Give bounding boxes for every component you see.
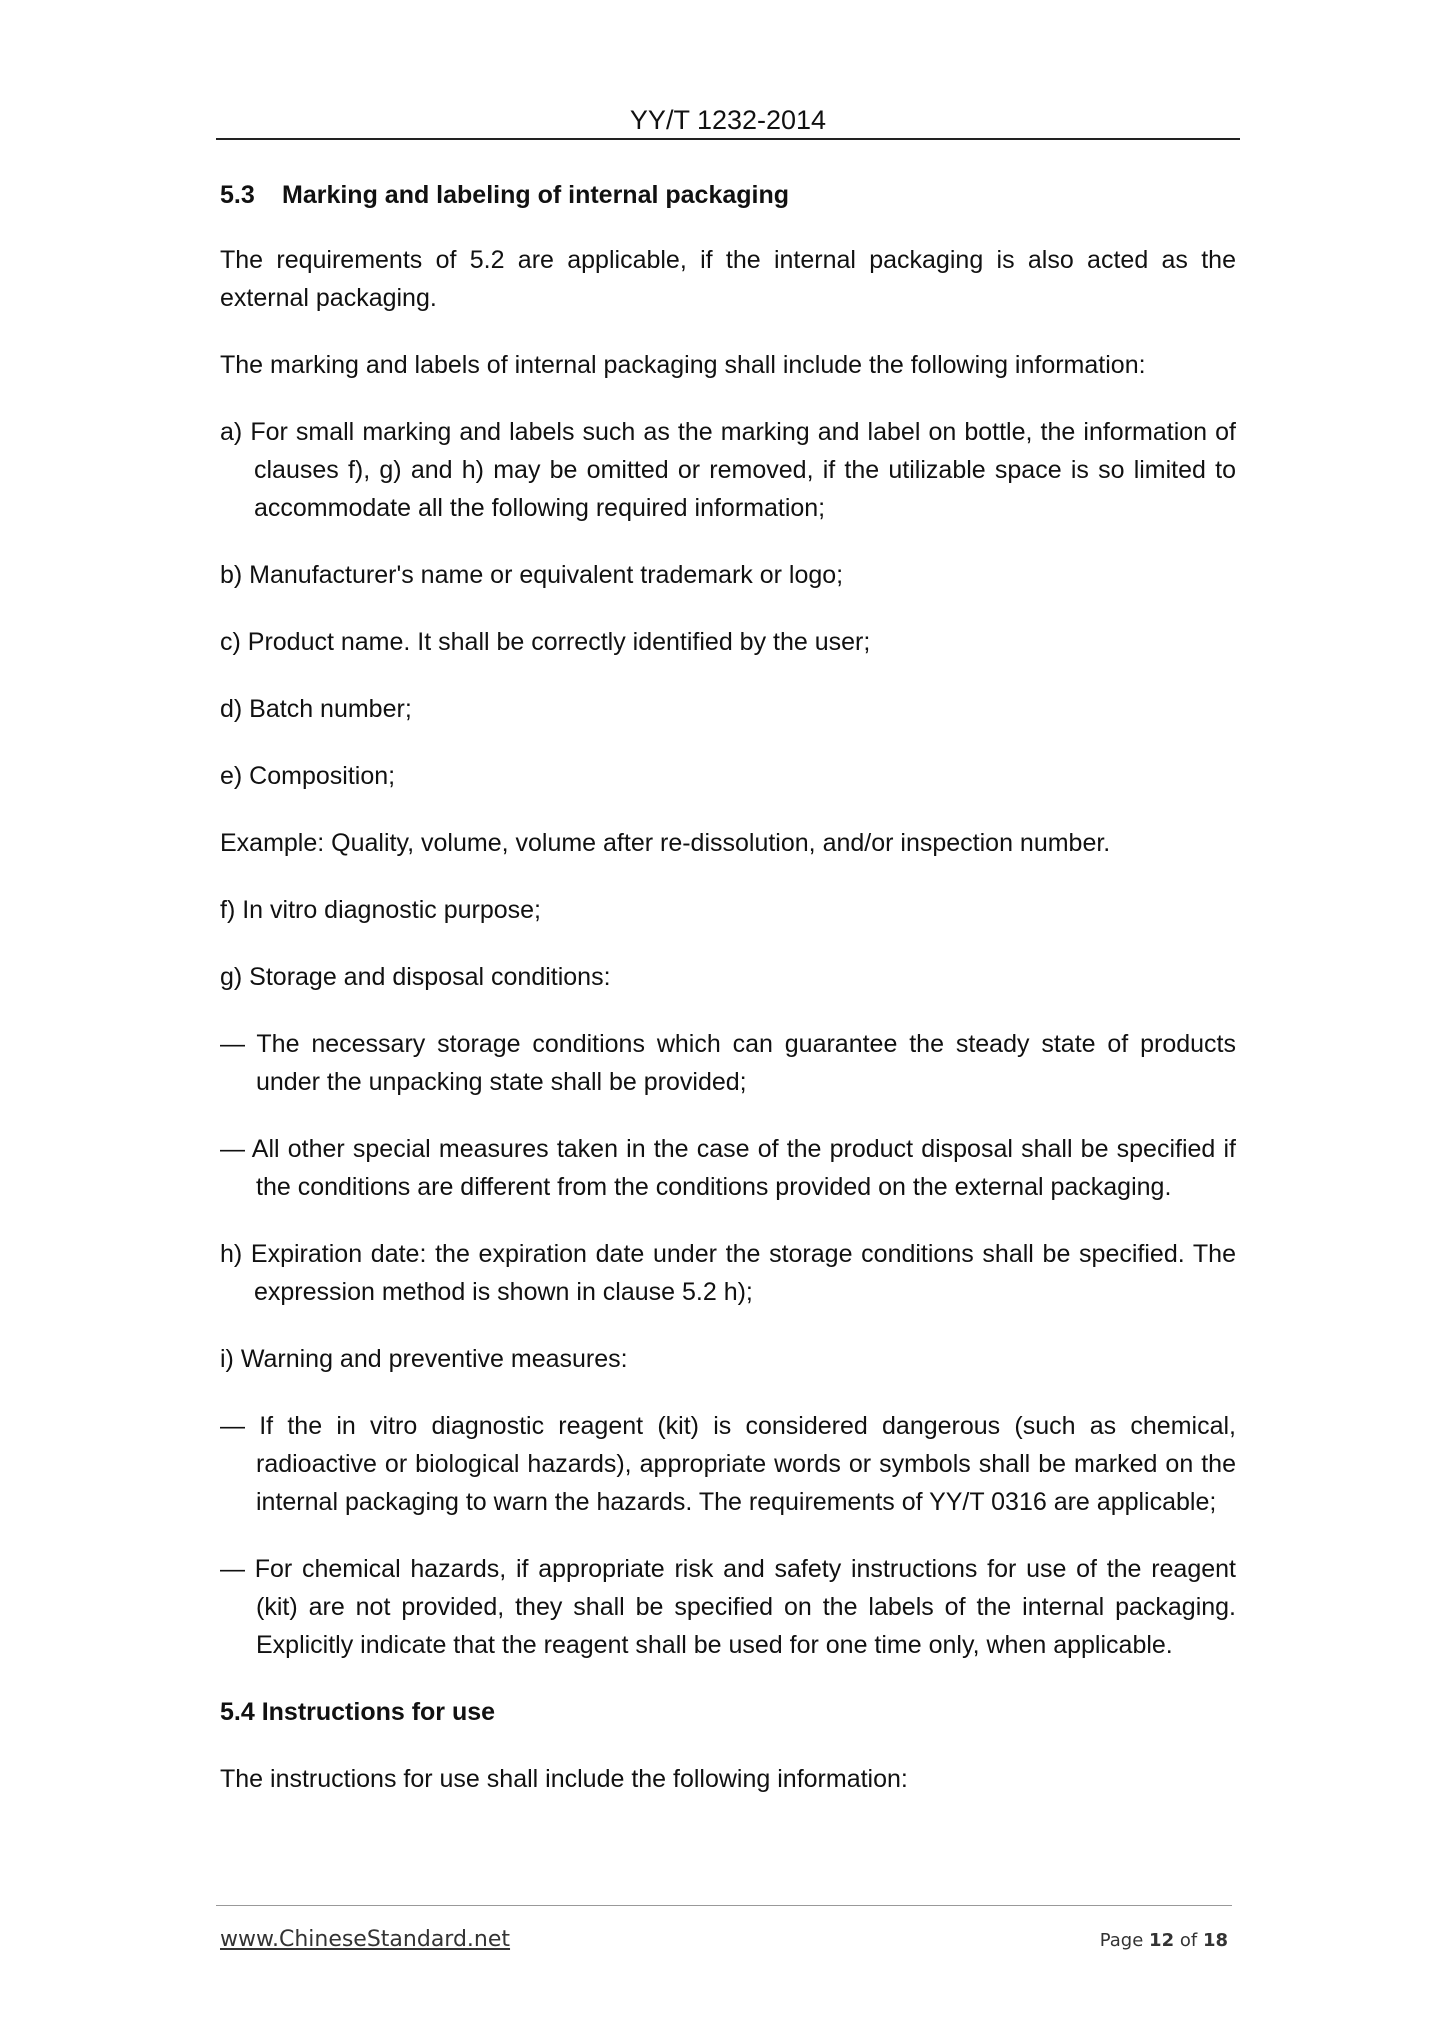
section-5-3-number: 5.3 bbox=[220, 181, 255, 209]
page-total: 18 bbox=[1202, 1930, 1228, 1951]
page-current: 12 bbox=[1149, 1930, 1175, 1951]
header-divider bbox=[216, 138, 1240, 140]
list-item-g: g) Storage and disposal conditions: bbox=[220, 963, 611, 991]
list-item-g-dash-1: — The necessary storage conditions which can guarantee the steady state of products under the unpacking state shall be provided; bbox=[220, 1030, 1236, 1096]
list-item-e: e) Composition; bbox=[220, 762, 396, 790]
section-5-3-heading bbox=[220, 176, 1236, 214]
section-5-4-lead: The instructions for use shall include the following information: bbox=[220, 1765, 908, 1793]
list-item-h: h) Expiration date: the expiration date under the storage conditions shall be specified. The expression method is shown in clause 5.2 h); bbox=[220, 1240, 1236, 1306]
list-item-i: i) Warning and preventive measures: bbox=[220, 1345, 628, 1373]
footer-website-link[interactable]: www.ChineseStandard.net bbox=[220, 1927, 511, 1952]
page-of: of bbox=[1179, 1930, 1198, 1951]
section-5-3-lead: The marking and labels of internal packaging shall include the following information: bbox=[220, 351, 1146, 379]
list-item-c: c) Product name. It shall be correctly identified by the user; bbox=[220, 628, 871, 656]
list-item-i-dash-1: — If the in vitro diagnostic reagent (kit) is considered dangerous (such as chemical, radioactive or biological hazards), appropriate words or symbols shall be marked on the internal packaging to warn the hazards. The requirements of YY/T 0316 are applicable; bbox=[220, 1412, 1236, 1516]
list-item-e-example: Example: Quality, volume, volume after re-dissolution, and/or inspection number. bbox=[220, 829, 1111, 857]
list-item-f: f) In vitro diagnostic purpose; bbox=[220, 896, 541, 924]
section-5-4-heading: 5.4 Instructions for use bbox=[220, 1698, 496, 1726]
page-header-title: YY/T 1232-2014 bbox=[629, 105, 827, 135]
list-item-d: d) Batch number; bbox=[220, 695, 412, 723]
page-number bbox=[1100, 1930, 1228, 1951]
section-5-3-title: Marking and labeling of internal packaging bbox=[282, 181, 790, 209]
section-5-3-intro: The requirements of 5.2 are applicable, if the internal packaging is also acted as the external packaging. bbox=[220, 246, 1236, 312]
list-item-i-dash-2: — For chemical hazards, if appropriate risk and safety instructions for use of the reagent (kit) are not provided, they shall be specified on the labels of the internal packaging. Explicitly indicate that the reagent shall be used for one time only, when applicable. bbox=[220, 1555, 1236, 1659]
list-item-b: b) Manufacturer's name or equivalent trademark or logo; bbox=[220, 561, 844, 589]
list-item-g-dash-2: — All other special measures taken in the case of the product disposal shall be specified if the conditions are different from the conditions provided on the external packaging. bbox=[220, 1135, 1236, 1201]
list-item-a: a) For small marking and labels such as the marking and label on bottle, the information of clauses f), g) and h) may be omitted or removed, if the utilizable space is so limited to accommodate all the following required information; bbox=[220, 418, 1236, 522]
document-body bbox=[220, 176, 1236, 1798]
footer-divider bbox=[216, 1905, 1232, 1906]
page-word: Page bbox=[1099, 1930, 1144, 1951]
